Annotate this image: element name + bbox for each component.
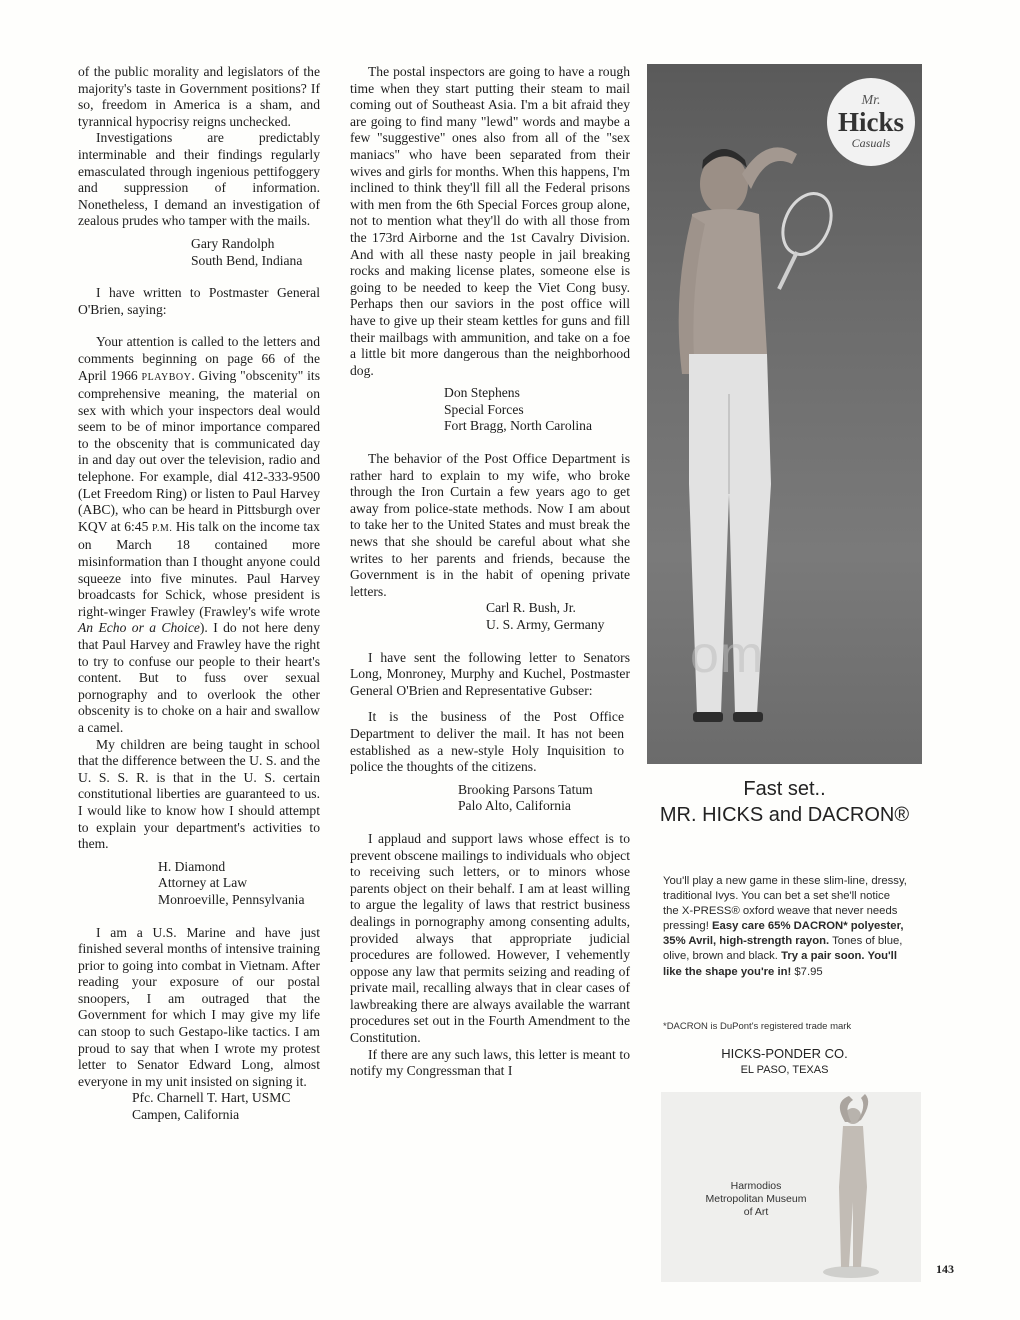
letter-paragraph: If there are any such laws, this letter is meant to notify my Congressman that I	[350, 1046, 630, 1079]
playboy-smallcaps: PLAYBOY	[141, 371, 192, 383]
hicks-advertisement	[647, 64, 922, 1282]
letter-paragraph: The behavior of the Post Office Department is rather hard to explain to my wife, who broke through the Iron Curtain a few years ago to get away from police-state methods. Now I am about to take her to the United States and must break the news that she should be careful about what she writes to her parents and friends, because the Government is in the habit of opening private letters.	[350, 451, 630, 599]
letter-paragraph: Investigations are predictably interminable and their findings regularly emasculated through ingenious pettifoggery and suppression of information. Nonetheless, I demand an investigation of zealous prudes who tamper with the mails.	[78, 130, 320, 229]
letter-signature	[132, 1090, 320, 1123]
quoted-letter: It is the business of the Post Office Department to deliver the mail. It has not been established as a new-style Holy Inquisition to police the thoughts of the citizens.	[350, 709, 624, 775]
letter-paragraph: The postal inspectors are going to have a rough time when they start putting their steam to mail coming out of Southeast Asia. I'm a bit afraid they are going to find many "lewd" words and maybe a few "suggestive" ones also from all of the "sex maniacs" who have been separated from their wives and girls for months. When this happens, I'm inclined to think they'll fill all the Federal prisons with men from the 6th Special Forces group alone, not to mention what they'll do with all those from the 173rd Airborne and the 1st Cavalry Division. And with all these nasty people in jail breaking rocks and making license plates, someone else is going to be needed to keep the Viet Cong busy. Perhaps then our saviors in the post office will have to give up their steam kettles for guns and fill their mailbags with ammunition, and take on a foe a little bit more dangerous than the neighborhood dog.	[350, 64, 630, 378]
company-city: EL PASO, TEXAS	[740, 1064, 829, 1076]
signature-name: Don Stephens	[444, 385, 520, 401]
logo-casuals-script: Casuals	[851, 136, 891, 150]
trademark-note: *DACRON is DuPont's registered trade mark	[663, 1021, 852, 1032]
letter-signature	[191, 236, 320, 269]
ad-headline	[647, 776, 922, 828]
museum-caption: Harmodios Metropolitan Museum of Art	[705, 1180, 807, 1218]
model-figure-illustration	[647, 64, 922, 764]
logo-hicks-wordmark: Hicks	[837, 107, 904, 137]
advertiser-address	[647, 1046, 922, 1078]
signature-location: Palo Alto, California	[458, 798, 571, 814]
model-photo	[647, 64, 922, 764]
letter-paragraph: I have sent the following letter to Senators Long, Monroney, Murphy and Kuchel, Postmaster General O'Brien and Representative Gubser:	[350, 649, 630, 698]
signature-name: Carl R. Bush, Jr.	[486, 600, 576, 616]
signature-name: Gary Randolph	[191, 235, 275, 251]
headline-line-2: MR. HICKS and DACRON®	[659, 804, 910, 826]
signature-name: Brooking Parsons Tatum	[458, 781, 593, 797]
logo-mr-script: Mr.	[861, 93, 881, 108]
book-title: An Echo or a Choice	[78, 620, 200, 636]
letters-column-left	[78, 64, 320, 1130]
watermark: om	[690, 626, 765, 684]
signature-name: Pfc. Charnell T. Hart, USMC	[132, 1090, 291, 1106]
signature-location: U. S. Army, Germany	[486, 617, 605, 632]
museum-statue-panel	[661, 1092, 921, 1282]
letter-paragraph: I have written to Postmaster General O'Brien, saying:	[78, 285, 320, 317]
letter-paragraph: I am a U.S. Marine and have just finished several months of intensive training prior to going into combat in Vietnam. After reading your exposure of our postal snoopers, I am outraged that the Government for which I may give my life can stoop to such Gestapo-like tactics. I am proud to say that when I wrote my protest letter to Senator Edward Long, almost everyone in my unit insisted on signing it.	[78, 924, 320, 1089]
headline-line-1: Fast set..	[743, 778, 826, 800]
signature-location: Fort Bragg, North Carolina	[444, 418, 592, 434]
letter-signature	[158, 859, 320, 909]
letter-signature	[486, 600, 630, 633]
company-name: HICKS-PONDER CO.	[721, 1046, 848, 1061]
ad-body-copy: You'll play a new game in these slim-line, dressy, traditional Ivys. You can bet a set she'll notice the X-PRESS® oxford weave that never needs pressing! Easy care 65% DACRON* polyester, 35% Avril, high-strength rayon. Tones of blue, olive, brown and black. Try a pair soon. You'll like the shape you're in! $7.95	[663, 875, 907, 978]
signature-location: Campen, California	[132, 1107, 240, 1123]
letters-column-middle	[350, 64, 630, 1080]
letter-paragraph: Your attention is called to the letters and comments beginning on page 66 of the April 1966 PLAYBOY. Giving "obscenity" its comprehensive meaning, the material on sex with which your inspectors deal would seem to be of minor importance compared to the obscenity that is communicated day in and day out over the television, radio and telephone. For example, dial 412-333-9500 (Let Freedom Ring) or listen to Paul Harvey (ABC), who can be heard in Pittsburgh over KQV at 6:45 P.M. His talk on the income tax on March 18 contained more misinformation than I thought anyone could squeeze into five minutes. Paul Harvey broadcasts for Schick, whose president is right-winger Frawley (Frawley's wife wrote An Echo or a Choice). I do not here deny that Paul Harvey and Frawley have the right to try to confuse our people to their heart's content. But to fuss over sexual pornography and to overlook the other obscenity is to choke on a hair and swallow a camel.	[78, 334, 320, 735]
signature-location: South Bend, Indiana	[191, 252, 303, 268]
page-number: 143	[936, 1262, 954, 1276]
signature-name: H. Diamond	[158, 858, 226, 874]
signature-title: Special Forces	[444, 401, 524, 417]
letter-paragraph: I applaud and support laws whose effect is to prevent obscene mailings to individuals who object to receiving such letters, or to minors whose parents object on their behalf. I am at least willing to argue the legality of laws that restrict business dealings in pornography among consenting adults, provided always that appropriate judicial procedures are followed. However, I vehemently oppose any law that permits seizing and reading of private mail, recalling always that in clear cases of lawbreaking there are always available the warrant procedures set out in the Fourth Amendment to the Constitution.	[350, 830, 630, 1046]
price: $7.95	[791, 965, 823, 978]
letter-signature	[444, 385, 630, 435]
hicks-casuals-logo	[827, 78, 915, 166]
signature-title: Attorney at Law	[158, 875, 248, 891]
letter-signature	[458, 782, 630, 815]
letter-paragraph: My children are being taught in school that the difference between the U. S. and the U. S. S. R. is that in the U. S. certain constitutional liberties are guaranteed to us. I would like to know how I should attempt to explain your department's activities to them.	[78, 736, 320, 852]
signature-location: Monroeville, Pennsylvania	[158, 891, 305, 907]
letter-paragraph: of the public morality and legislators of the majority's taste in Government positions? If so, freedom in America is a sham, and tyrannical hypocrisy reigns unchecked.	[78, 64, 320, 129]
